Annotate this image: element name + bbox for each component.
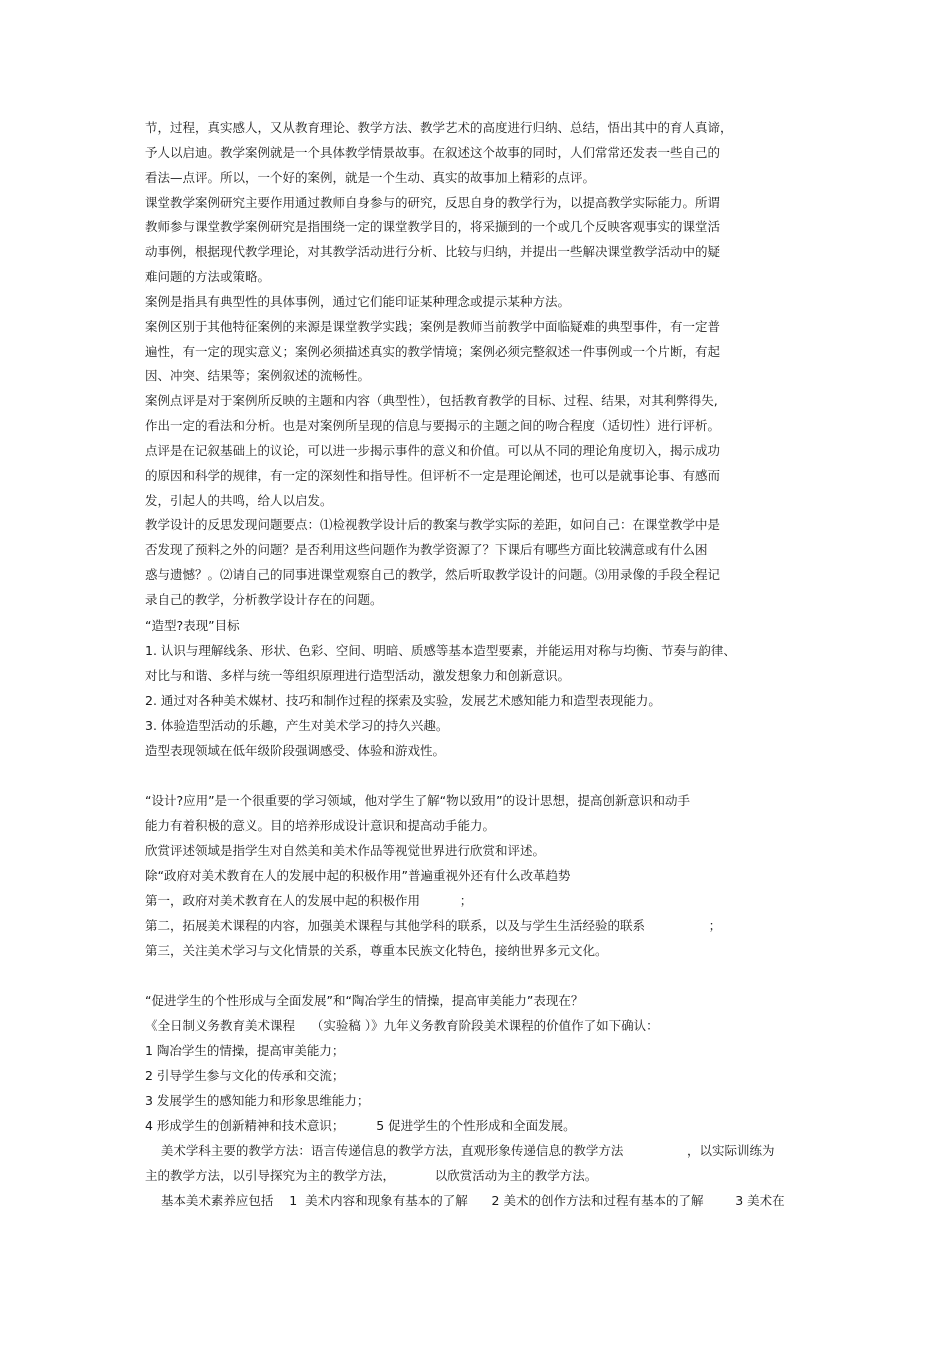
text-line: 3. 体验造型活动的乐趣，产生对美术学习的持久兴趣。	[145, 718, 449, 733]
text-line: “设计?应用”是一个很重要的学习领域，他对学生了解“物以致用”的设计思想，提高创新意识和动手	[145, 793, 691, 808]
text-line: 录自己的教学，分析教学设计存在的问题。	[145, 592, 383, 607]
text-line: 1. 认识与理解线条、形状、色彩、空间、明暗、质感等基本造型要素，并能运用对称与均衡、节奏与韵律、	[145, 643, 736, 658]
text-line: 教师参与课堂教学案例研究是指围绕一定的课堂教学目的，将采撷到的一个或几个反映客观事实的课堂活	[145, 219, 721, 234]
text-line: 第二，拓展美术课程的内容，加强美术课程与其他学科的联系，以及与学生生活经验的联系 ；	[145, 918, 722, 933]
text-line: 主的教学方法，以引导探究为主的教学方法， 以欣赏活动为主的教学方法。	[145, 1168, 598, 1183]
text-line: 否发现了预料之外的问题？是否利用这些问题作为教学资源了？下课后有哪些方面比较满意或有什么困	[145, 542, 708, 557]
text-line: 惑与遗憾？。⑵请自己的同事进课堂观察自己的教学，然后听取教学设计的问题。⑶用录像的手段全程记	[145, 567, 721, 582]
text-line: 能力有着积极的意义。目的培养形成设计意识和提高动手能力。	[145, 818, 496, 833]
text-line: 基本美术素养应包括 1 美术内容和现象有基本的了解 2 美术的创作方法和过程有基本的了解 3 美术在	[145, 1193, 785, 1208]
text-line: 发，引起人的共鸣，给人以启发。	[145, 493, 333, 508]
text-line: 第一，政府对美术教育在人的发展中起的积极作用 ；	[145, 893, 473, 908]
text-line: 节，过程，真实感人，又从教育理论、教学方法、教学艺术的高度进行归纳、总结，悟出其中的育人真谛，	[145, 120, 733, 135]
text-line: 予人以启迪。教学案例就是一个具体教学情景故事。在叙述这个故事的同时，人们常常还发表一些自己的	[145, 145, 721, 160]
text-line: 的原因和科学的规律，有一定的深刻性和指导性。但评析不一定是理论阐述，也可以是就事论事、有感而	[145, 468, 721, 483]
text-line: 案例点评是对于案例所反映的主题和内容（典型性），包括教育教学的目标、过程、结果，对其利弊得失,	[145, 393, 718, 408]
text-line: 动事例，根据现代教学理论，对其教学活动进行分析、比较与归纳，并提出一些解决课堂教学活动中的疑	[145, 244, 721, 259]
text-line: 2 引导学生参与文化的传承和交流；	[145, 1068, 345, 1083]
text-line: 2. 通过对各种美术媒材、技巧和制作过程的探索及实验，发展艺术感知能力和造型表现能力。	[145, 693, 661, 708]
text-line: 课堂教学案例研究主要作用通过教师自身参与的研究，反思自身的教学行为，以提高教学实际能力。所谓	[145, 195, 721, 210]
text-line: 看法—点评。所以，一个好的案例，就是一个生动、真实的故事加上精彩的点评。	[145, 170, 596, 185]
text-line: 点评是在记叙基础上的议论，可以进一步揭示事件的意义和价值。可以从不同的理论角度切入，揭示成功	[145, 443, 721, 458]
text-line: 欣赏评述领域是指学生对自然美和美术作品等视觉世界进行欣赏和评述。	[145, 843, 546, 858]
text-line: “造型?表现”目标	[145, 618, 240, 633]
text-line: 教学设计的反思发现问题要点：⑴检视教学设计后的教案与教学实际的差距，如问自己：在课堂教学中是	[145, 517, 721, 532]
text-line: “促进学生的个性形成与全面发展”和“陶冶学生的情操，提高审美能力”表现在？	[145, 993, 584, 1008]
text-line: 作出一定的看法和分析。也是对案例所呈现的信息与要揭示的主题之间的吻合程度（适切性）进行评析。	[145, 418, 721, 433]
text-line: 难问题的方法或策略。	[145, 269, 271, 284]
text-line: 案例区别于其他特征案例的来源是课堂教学实践；案例是教师当前教学中面临疑难的典型事件，有一定普	[145, 319, 721, 334]
text-line: 3 发展学生的感知能力和形象思维能力；	[145, 1093, 370, 1108]
text-line: 除“政府对美术教育在人的发展中起的积极作用”普遍重视外还有什么改革趋势	[145, 868, 571, 883]
text-line: 因、冲突、结果等；案例叙述的流畅性。	[145, 368, 371, 383]
text-line: 1 陶冶学生的情操，提高审美能力；	[145, 1043, 345, 1058]
text-line: 第三，关注美术学习与文化情景的关系，尊重本民族文化特色，接纳世界多元文化。	[145, 943, 608, 958]
text-line: 造型表现领域在低年级阶段强调感受、体验和游戏性。	[145, 743, 446, 758]
text-line: 案例是指具有典型性的具体事例，通过它们能印证某种理念或提示某种方法。	[145, 294, 571, 309]
text-line: 对比与和谐、多样与统一等组织原理进行造型活动，激发想象力和创新意识。	[145, 668, 571, 683]
text-line: 4 形成学生的创新精神和技术意识； 5 促进学生的个性形成和全面发展。	[145, 1118, 576, 1133]
text-line: 《全日制义务教育美术课程 （实验稿 ）》九年义务教育阶段美术课程的价值作了如下确认：	[145, 1018, 659, 1033]
text-line: 遍性，有一定的现实意义；案例必须描述真实的教学情境；案例必须完整叙述一件事例或一个片断，有起	[145, 344, 721, 359]
text-line: 美术学科主要的教学方法：语言传递信息的教学方法，直观形象传递信息的教学方法 ，以实际训练为	[145, 1143, 775, 1158]
